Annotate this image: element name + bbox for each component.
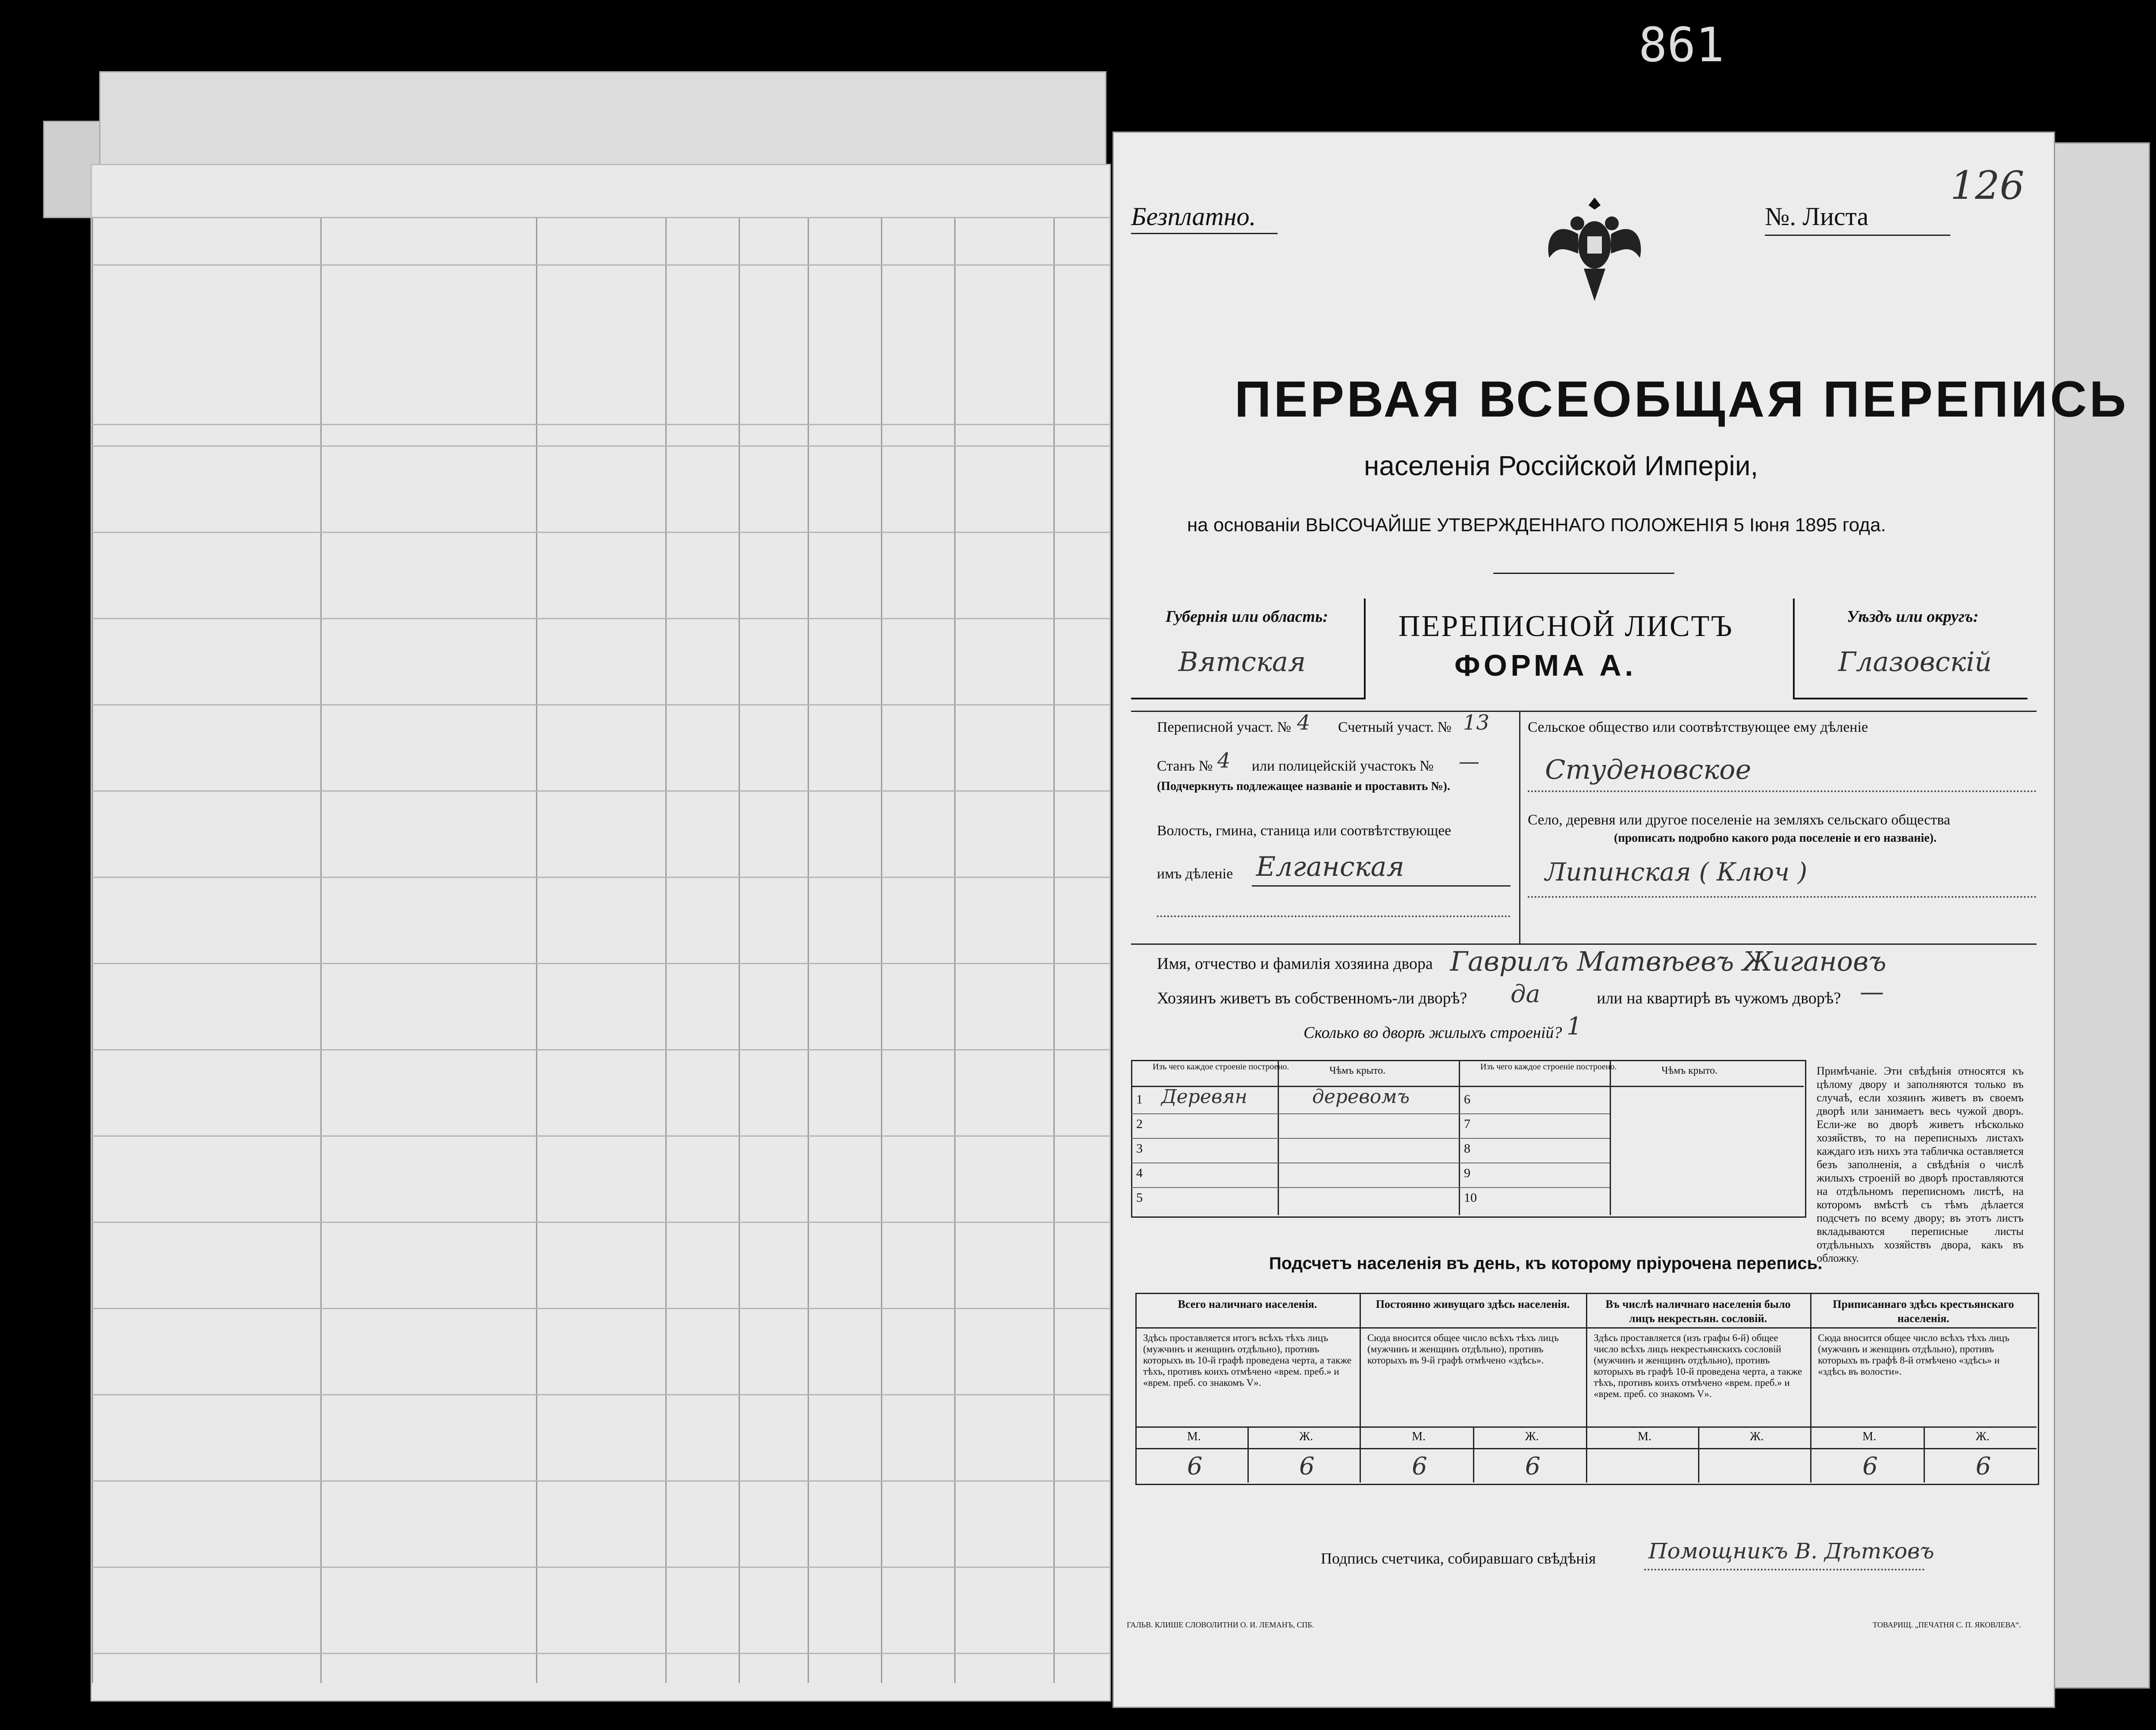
male-label: М. [1412,1430,1426,1443]
building-row-number: 10 [1464,1191,1477,1205]
building-row-number: 3 [1136,1141,1143,1156]
underline-note: (Подчеркнуть подлежащее названіе и проставить №). [1157,780,1450,793]
volost-value: Елганская [1256,851,1404,882]
population-col-desc: Здѣсь проставляется итогъ всѣхъ тѣхъ лицъ (мужчинъ и женщинъ отдѣльно), противъ которыхъ въ 10-й графѣ проведена черта, а также тѣхъ, противъ коихъ отмѣчено «врем. преб.» и «врем. преб. со знакомъ V». [1143,1332,1352,1388]
volost-label: Волость, гмина, станица или соотвѣтствующее [1157,823,1451,839]
population-col-desc: Сюда вносится общее число всѣхъ тѣхъ лицъ (мужчинъ и женщинъ отдѣльно), противъ которыхъ въ 9-й графѣ отмѣчено «здѣсь». [1367,1332,1559,1366]
male-count: 6 [1862,1452,1878,1480]
census-subtitle: населенія Россійской Имперіи, [1364,450,1758,481]
female-label: Ж. [1299,1430,1313,1443]
own-yard-value: да [1510,980,1540,1008]
building-row-divider [1131,1113,1459,1114]
society-value: Студеновское [1545,754,1752,785]
building-row-number: 6 [1464,1092,1470,1106]
owner-label: Имя, отчество и фамилія хозяина двора [1157,955,1433,973]
male-label: М. [1187,1430,1201,1443]
uezd-label: Уѣздъ или округъ: [1847,608,1979,626]
building-row-number: 2 [1136,1117,1143,1131]
police-value: — [1459,749,1479,774]
decree-basis: на основаніи ВЫСОЧАЙШЕ УТВЕРЖДЕННАГО ПОЛОЖЕНІЯ 5 Іюня 1895 года. [1187,514,1886,536]
left-page-ruled-grid [91,164,1111,1702]
female-count: 6 [1525,1452,1541,1480]
population-col-head: Всего наличнаго населенія. [1178,1298,1317,1310]
count-area-value: 13 [1463,711,1490,735]
building-row-number: 1 [1136,1092,1143,1106]
count-area-label: Счетный участ. № [1338,719,1452,735]
buildings-label: Сколько во дворѣ жилыхъ строеній? [1304,1024,1562,1042]
village-label: Село, деревня или другое поселеніе на земляхъ сельскаго общества [1528,812,1950,828]
population-col-divider [1924,1426,1925,1482]
building-row-divider [1131,1187,1459,1188]
rent-value: — [1860,978,1884,1006]
census-area-label: Переписной участ. № [1157,719,1291,735]
police-label: или полицейскій участокъ № [1252,758,1434,774]
sheet-number-handwritten: 126 [1950,163,2024,208]
building-row-number: 9 [1464,1166,1470,1180]
male-label: М. [1862,1430,1877,1443]
stan-label: Станъ № [1157,758,1213,774]
building-row-divider [1459,1113,1610,1114]
population-title: Подсчетъ населенія въ день, къ которому пріурочена перепись. [1269,1254,1823,1273]
male-label: М. [1638,1430,1651,1443]
rent-label: или на квартирѣ въ чужомъ дворѣ? [1597,989,1841,1007]
building-row-divider [1459,1138,1610,1139]
building-row-number: 7 [1464,1117,1470,1131]
material-header: Изъ чего каждое строеніе построено. [1153,1062,1289,1072]
population-col-divider [1698,1426,1699,1482]
female-label: Ж. [1750,1430,1764,1443]
footer-left: ГАЛЬВ. КЛИШЕ СЛОВОЛИТНИ О. И. ЛЕМАНЪ, СПБ. [1127,1620,1314,1629]
population-col-head: Постоянно живущаго здѣсь населенія. [1376,1298,1570,1310]
signature-label: Подпись счетчика, собиравшаго свѣдѣнія [1321,1550,1596,1567]
female-count: 6 [1975,1452,1991,1480]
male-count: 6 [1412,1452,1427,1480]
stan-value: 4 [1217,749,1231,773]
census-area-value: 4 [1297,711,1310,735]
sheet-number-label: №. Листа [1765,202,1869,231]
gubernia-label: Губернія или область: [1166,608,1328,626]
population-col-head: Въ числѣ наличнаго населенія было лицъ некрестьян. сословій. [1605,1298,1791,1325]
material-header-2: Изъ чего каждое строеніе построено. [1480,1062,1617,1072]
building-material: Деревян [1161,1086,1247,1108]
imperial-eagle-emblem [1536,193,1653,314]
building-row-divider [1131,1138,1459,1139]
village-note: (прописать подробно какого рода поселеніе и его названіе). [1614,831,1937,845]
society-label: Сельское общество или соотвѣтствующее ему дѣленіе [1528,719,1868,735]
form-letter: ФОРМА А. [1454,649,1637,682]
building-row-number: 4 [1136,1166,1143,1180]
gubernia-value: Вятская [1178,646,1306,677]
archive-file-number: 861 [1639,17,1724,72]
female-label: Ж. [1975,1430,1990,1443]
free-label: Безплатно. [1131,202,1256,231]
building-roof: деревомъ [1312,1086,1410,1108]
population-col-divider [1247,1426,1249,1482]
female-count: 6 [1299,1452,1315,1480]
roof-header-2: Чѣмъ крыто. [1661,1065,1718,1076]
population-col-divider [1473,1426,1474,1482]
female-label: Ж. [1525,1430,1539,1443]
population-col-desc: Сюда вносится общее число всѣхъ тѣхъ лицъ (мужчинъ и женщинъ отдѣльно), противъ которыхъ въ графѣ 8-й отмѣчено «здѣсь» и «здѣсь въ волости». [1818,1332,2010,1377]
population-col-head: Приписаннаго здѣсь крестьянскаго населенія. [1833,1298,2014,1325]
village-value: Липинская ( Ключ ) [1545,857,1808,887]
signature-value: Помощникъ В. Дѣтковъ [1648,1539,1934,1564]
buildings-value: 1 [1567,1012,1582,1041]
building-row-number: 5 [1136,1191,1143,1205]
footer-right: ТОВАРИЩ. „ПЕЧАТНЯ С. П. ЯКОВЛЕВА“. [1873,1620,2021,1629]
form-title: ПЕРЕПИСНОЙ ЛИСТЪ [1398,610,1733,643]
uezd-value: Глазовскій [1838,646,1992,677]
own-yard-label: Хозяинъ живетъ въ собственномъ-ли дворѣ? [1157,989,1467,1007]
population-col-desc: Здѣсь проставляется (изъ графы 6-й) общее число всѣхъ лицъ некрестьянскихъ сословій (мужчинъ и женщинъ отдѣльно), противъ которыхъ въ графѣ 10-й проведена черта, а также тѣхъ, противъ коихъ отмѣчено «врем. преб.» и «врем. преб. со знакомъ V». [1594,1332,1802,1399]
buildings-note: Примѣчаніе. Эти свѣдѣнія относятся къ цѣлому двору и заполняются только въ случаѣ, если хозяинъ живетъ въ своемъ дворѣ или занимаетъ весь чужой дворъ. Если-же во дворѣ живетъ нѣсколько хозяйствъ, то на переписныхъ листахъ каждаго изъ нихъ эта табличка оставляется безъ заполненія, а свѣдѣнія о числѣ жилыхъ строеній во дворѣ проставляются на отдѣльномъ переписномъ листѣ, на которомъ вмѣстѣ съ тѣмъ дѣлается подсчетъ по всему двору; въ этотъ листъ вкладываются переписные листы отдѣльныхъ хозяйствъ двора, какъ въ обложку. [1817,1065,2024,1264]
male-count: 6 [1187,1452,1203,1480]
census-form-sheet [1112,132,2129,1708]
roof-header: Чѣмъ крыто. [1329,1065,1386,1076]
building-row-divider [1459,1187,1610,1188]
building-row-number: 8 [1464,1141,1470,1156]
owner-value: Гаврилъ Матвѣевъ Жигановъ [1450,946,1887,977]
volost-label-2: имъ дѣленіе [1157,866,1233,882]
census-title: ПЕРВАЯ ВСЕОБЩАЯ ПЕРЕПИСЬ [1235,371,2129,428]
